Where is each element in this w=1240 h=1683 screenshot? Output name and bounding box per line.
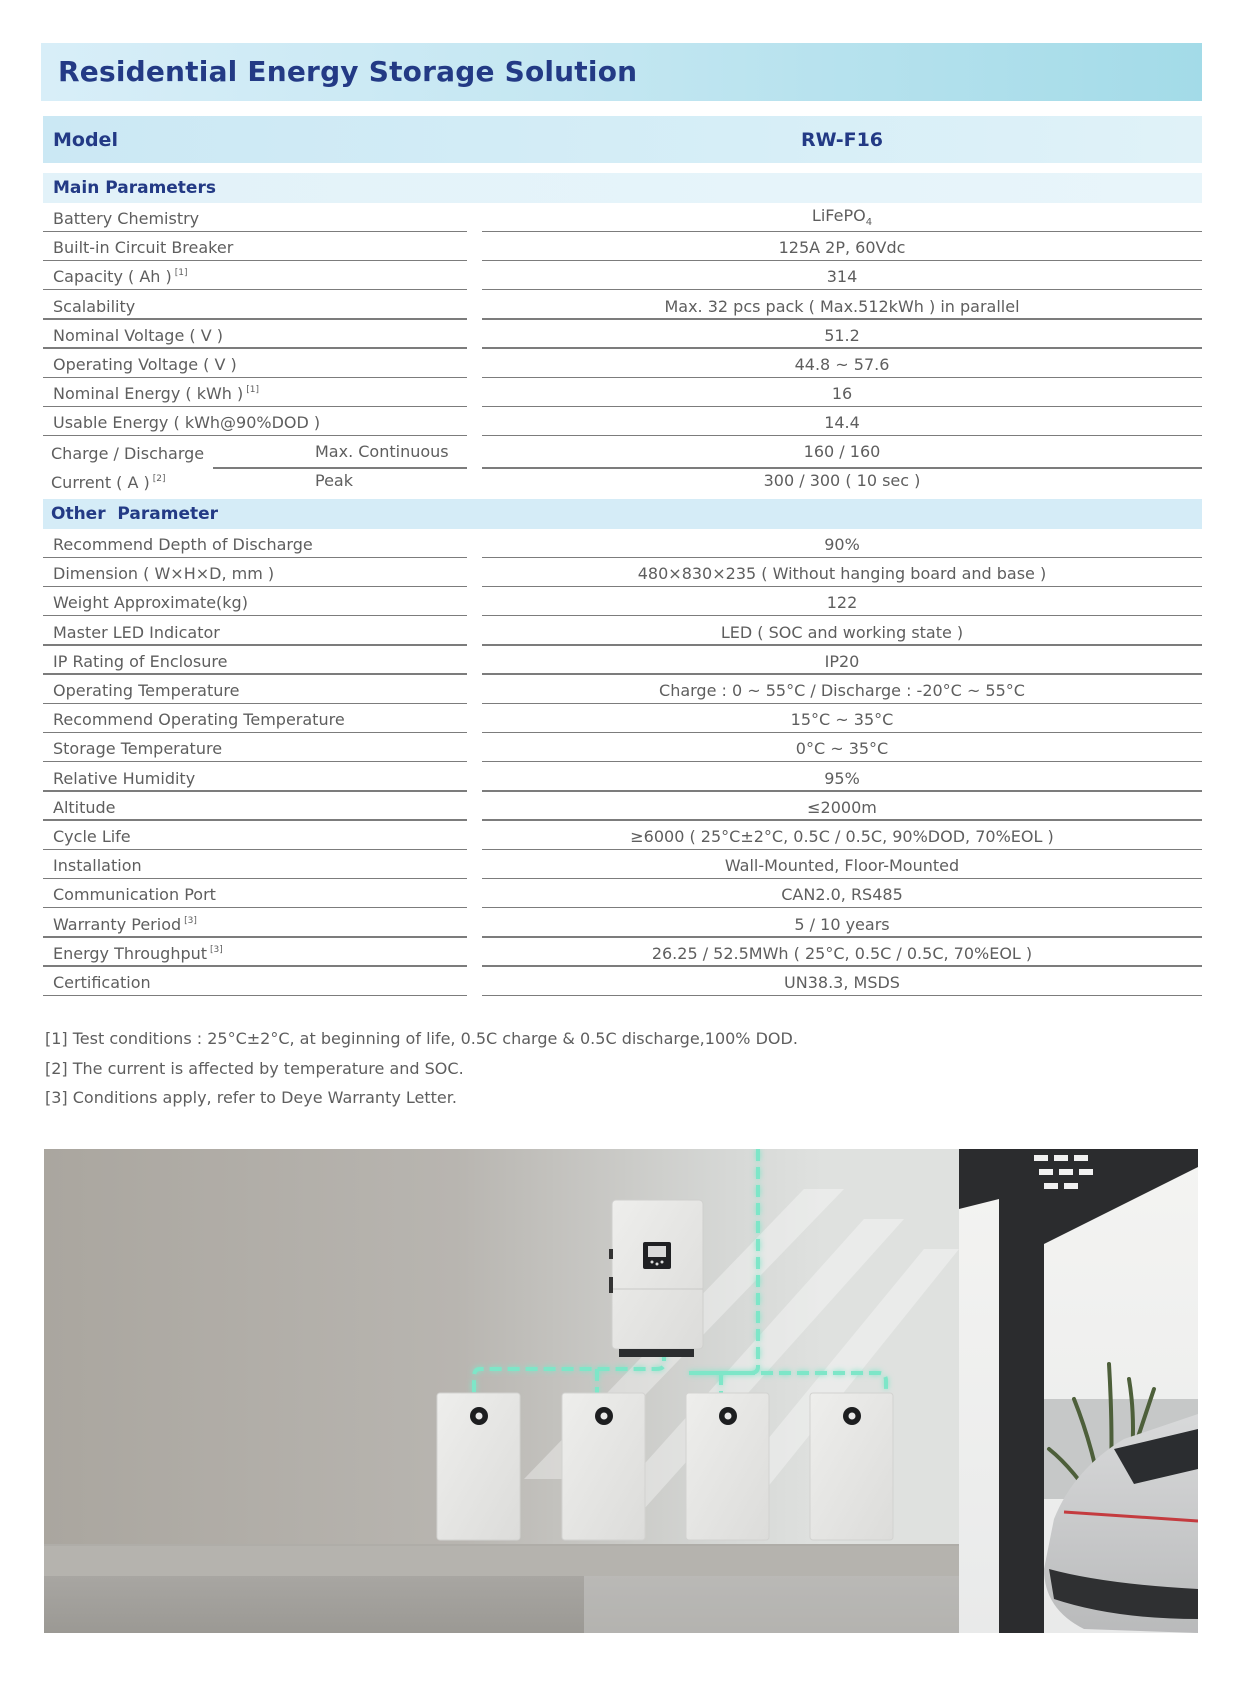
parameter-label-text: Dimension ( W×H×D, mm ) [53, 564, 275, 584]
parameter-label [53, 535, 313, 554]
model-label: Model [53, 129, 118, 151]
table-row [0, 203, 1240, 232]
max-continuous-value: 160 / 160 [803, 442, 881, 461]
parameter-label-text: Certification [53, 973, 151, 992]
parameter-value-text: 90% [824, 535, 860, 554]
parameter-value-text: LiFePO [811, 206, 866, 225]
product-scene [44, 1149, 1198, 1633]
parameter-label [53, 297, 135, 316]
page-title: Residential Energy Storage Solution [58, 55, 638, 88]
parameter-value [482, 564, 1202, 583]
charge-discharge-label-line2-wrap [51, 473, 166, 492]
parameter-value-text: IP20 [824, 651, 860, 671]
parameter-value [482, 623, 1202, 642]
parameter-value [482, 885, 1202, 904]
parameter-value-text: 51.2 [824, 325, 860, 345]
parameter-label-text: Usable Energy ( kWh@90%DOD ) [53, 413, 321, 433]
parameter-label-text: Communication Port [53, 885, 216, 905]
parameter-value [482, 827, 1202, 846]
parameter-value [482, 267, 1202, 286]
parameter-label [53, 238, 233, 257]
parameter-value [482, 798, 1202, 817]
parameter-value-text: UN38.3, MSDS [784, 973, 900, 992]
table-row [0, 763, 1240, 792]
parameter-label-text: Built-in Circuit Breaker [53, 238, 234, 258]
parameter-label [53, 413, 320, 432]
footnote-ref: [3] [184, 915, 197, 926]
peak-value: 300 / 300 ( 10 sec ) [763, 471, 921, 490]
parameter-value [482, 739, 1202, 758]
parameter-label-text: IP Rating of Enclosure [53, 651, 228, 671]
parameter-value [482, 944, 1202, 963]
section-other-parameters [43, 499, 1202, 529]
parameter-label [53, 915, 197, 934]
charge-discharge-label-line2: Current ( A ) [51, 473, 150, 492]
parameter-value-text: Charge : 0 ~ 55°C / Discharge : -20°C ~ 55°C [659, 681, 1025, 700]
row-divider [43, 435, 467, 437]
parameter-label [53, 798, 116, 817]
table-row [0, 909, 1240, 938]
charge-discharge-label [51, 444, 204, 463]
parameter-value-text: 95% [824, 768, 860, 788]
charge-discharge-label-line1: Charge / Discharge [51, 444, 205, 463]
parameter-label [53, 209, 199, 228]
footnote-ref: [2] [152, 474, 166, 484]
parameter-label-text: Relative Humidity [53, 768, 196, 788]
peak-label: Peak [315, 471, 353, 490]
table-row [0, 967, 1240, 996]
section-main-parameters [43, 173, 1202, 203]
parameter-label [53, 827, 131, 846]
footnote-ref: [3] [210, 944, 223, 955]
parameter-value [482, 297, 1202, 316]
footnote-1: [1] Test conditions : 25°C±2°C, at beginning of life, 0.5C charge & 0.5C discharge,100% DOD. [45, 1029, 798, 1048]
parameter-value [482, 384, 1202, 403]
parameter-value-text: ≥6000 ( 25°C±2°C, 0.5C / 0.5C, 90%DOD, 70%EOL ) [630, 827, 1054, 846]
battery-pack-3 [686, 1393, 769, 1540]
parameter-value [482, 355, 1202, 374]
parameter-label-text: Operating Temperature [53, 681, 240, 700]
table-row [0, 529, 1240, 558]
parameter-value-text: Wall-Mounted, Floor-Mounted [724, 856, 960, 876]
model-header-row [43, 116, 1202, 163]
parameter-value [482, 973, 1202, 992]
parameter-value [482, 769, 1202, 788]
parameter-value [482, 326, 1202, 345]
parameter-label-text: Master LED Indicator [53, 622, 220, 642]
parameter-value-text: 0°C ~ 35°C [795, 739, 889, 759]
section-title: Main Parameters [53, 178, 216, 198]
table-row [0, 558, 1240, 587]
row-divider [482, 995, 1202, 997]
parameter-label-text: Installation [53, 856, 142, 876]
parameter-label [53, 769, 195, 788]
inverter [609, 1200, 703, 1357]
parameter-value [482, 856, 1202, 875]
parameter-value-text: Max. 32 pcs pack ( Max.512kWh ) in parallel [664, 296, 1020, 316]
parameter-label-text: Scalability [53, 296, 136, 316]
parameter-label [53, 652, 227, 671]
table-row [0, 587, 1240, 616]
parameter-label-text: Storage Temperature [53, 739, 223, 759]
table-row [0, 821, 1240, 850]
parameter-label [53, 326, 223, 345]
title-banner [41, 43, 1202, 101]
parameter-value-text: 122 [826, 593, 858, 613]
table-row [0, 938, 1240, 967]
product-photo [44, 1149, 1198, 1633]
parameter-label-text: Nominal Energy ( kWh ) [53, 384, 244, 404]
parameter-value-text: 480×830×235 ( Without hanging board and base ) [637, 564, 1047, 584]
parameter-value [482, 681, 1202, 700]
parameter-label-text: Recommend Depth of Discharge [53, 535, 313, 554]
footnote-2: [2] The current is affected by temperature and SOC. [45, 1058, 464, 1078]
parameter-value-text: 16 [831, 384, 853, 404]
footnote-ref: [1] [246, 385, 259, 396]
table-row [0, 349, 1240, 378]
parameter-value-text: 314 [826, 267, 858, 287]
table-row [0, 733, 1240, 762]
parameter-value-text: LED ( SOC and working state ) [720, 622, 964, 642]
parameter-value [482, 593, 1202, 612]
parameter-value-text: 44.8 ~ 57.6 [794, 355, 890, 374]
table-row [0, 617, 1240, 646]
table-row [0, 320, 1240, 349]
parameter-value [482, 238, 1202, 257]
parameter-label-text: Operating Voltage ( V ) [53, 355, 237, 374]
table-row [0, 378, 1240, 407]
parameter-label-text: Capacity ( Ah ) [53, 267, 172, 287]
baseboard [44, 1544, 959, 1576]
table-row [0, 232, 1240, 261]
section-title: Other Parameter [51, 504, 219, 524]
parameter-label-text: Nominal Voltage ( V ) [53, 325, 223, 345]
battery-pack-4 [810, 1393, 893, 1540]
battery-pack-1 [437, 1393, 520, 1540]
parameter-label [53, 681, 239, 700]
parameter-value-text: 125A 2P, 60Vdc [778, 238, 906, 258]
parameter-label [53, 856, 142, 875]
footnote-ref: [1] [174, 268, 188, 279]
parameter-value [482, 413, 1202, 432]
row-divider [482, 467, 1202, 469]
row-divider [482, 435, 1202, 437]
parameter-label-text: Energy Throughput [53, 943, 208, 963]
parameter-label [53, 564, 274, 583]
row-divider [43, 995, 467, 997]
parameter-label [53, 710, 345, 729]
parameter-value-text: 15°C ~ 35°C [790, 710, 894, 730]
battery-pack-2 [562, 1393, 645, 1540]
max-continuous-label: Max. Continuous [315, 442, 449, 461]
parameter-value [482, 535, 1202, 554]
model-value: RW-F16 [800, 129, 884, 151]
table-row [0, 879, 1240, 908]
parameter-value [482, 652, 1202, 671]
parameter-label-text: Battery Chemistry [53, 209, 200, 228]
parameter-label [53, 384, 259, 403]
table-row [0, 704, 1240, 733]
parameter-value [482, 710, 1202, 729]
floor-light [584, 1576, 994, 1633]
parameter-label [53, 739, 222, 758]
value-subscript: 4 [865, 217, 873, 228]
parameter-label-text: Weight Approximate(kg) [53, 593, 248, 613]
parameter-value [482, 206, 1202, 228]
table-row [0, 850, 1240, 879]
parameter-value-text: ≤2000m [807, 797, 877, 817]
parameter-value-text: CAN2.0, RS485 [781, 885, 903, 905]
parameter-label-text: Cycle Life [53, 827, 131, 846]
table-row [0, 291, 1240, 320]
row-divider [213, 467, 467, 469]
parameter-value-text: 26.25 / 52.5MWh ( 25°C, 0.5C / 0.5C, 70%EOL ) [651, 943, 1033, 963]
footnote-3: [3] Conditions apply, refer to Deye Warranty Letter. [45, 1088, 457, 1107]
parameter-label-text: Recommend Operating Temperature [53, 710, 345, 730]
parameter-label [53, 267, 188, 286]
parameter-label [53, 623, 220, 642]
parameter-label-text: Altitude [53, 797, 116, 817]
footnotes [45, 1024, 798, 1113]
table-row [0, 407, 1240, 436]
parameter-label [53, 355, 237, 374]
table-row [0, 792, 1240, 821]
parameter-label [53, 944, 223, 963]
parameter-label [53, 973, 151, 992]
parameter-label [53, 593, 248, 612]
parameter-label-text: Warranty Period [53, 914, 182, 934]
table-row [0, 261, 1240, 290]
parameter-value [482, 915, 1202, 934]
parameter-label [53, 885, 216, 904]
table-row [0, 646, 1240, 675]
parameter-value-text: 14.4 [824, 413, 860, 433]
parameter-value-text: 5 / 10 years [794, 914, 890, 934]
table-row [0, 675, 1240, 704]
